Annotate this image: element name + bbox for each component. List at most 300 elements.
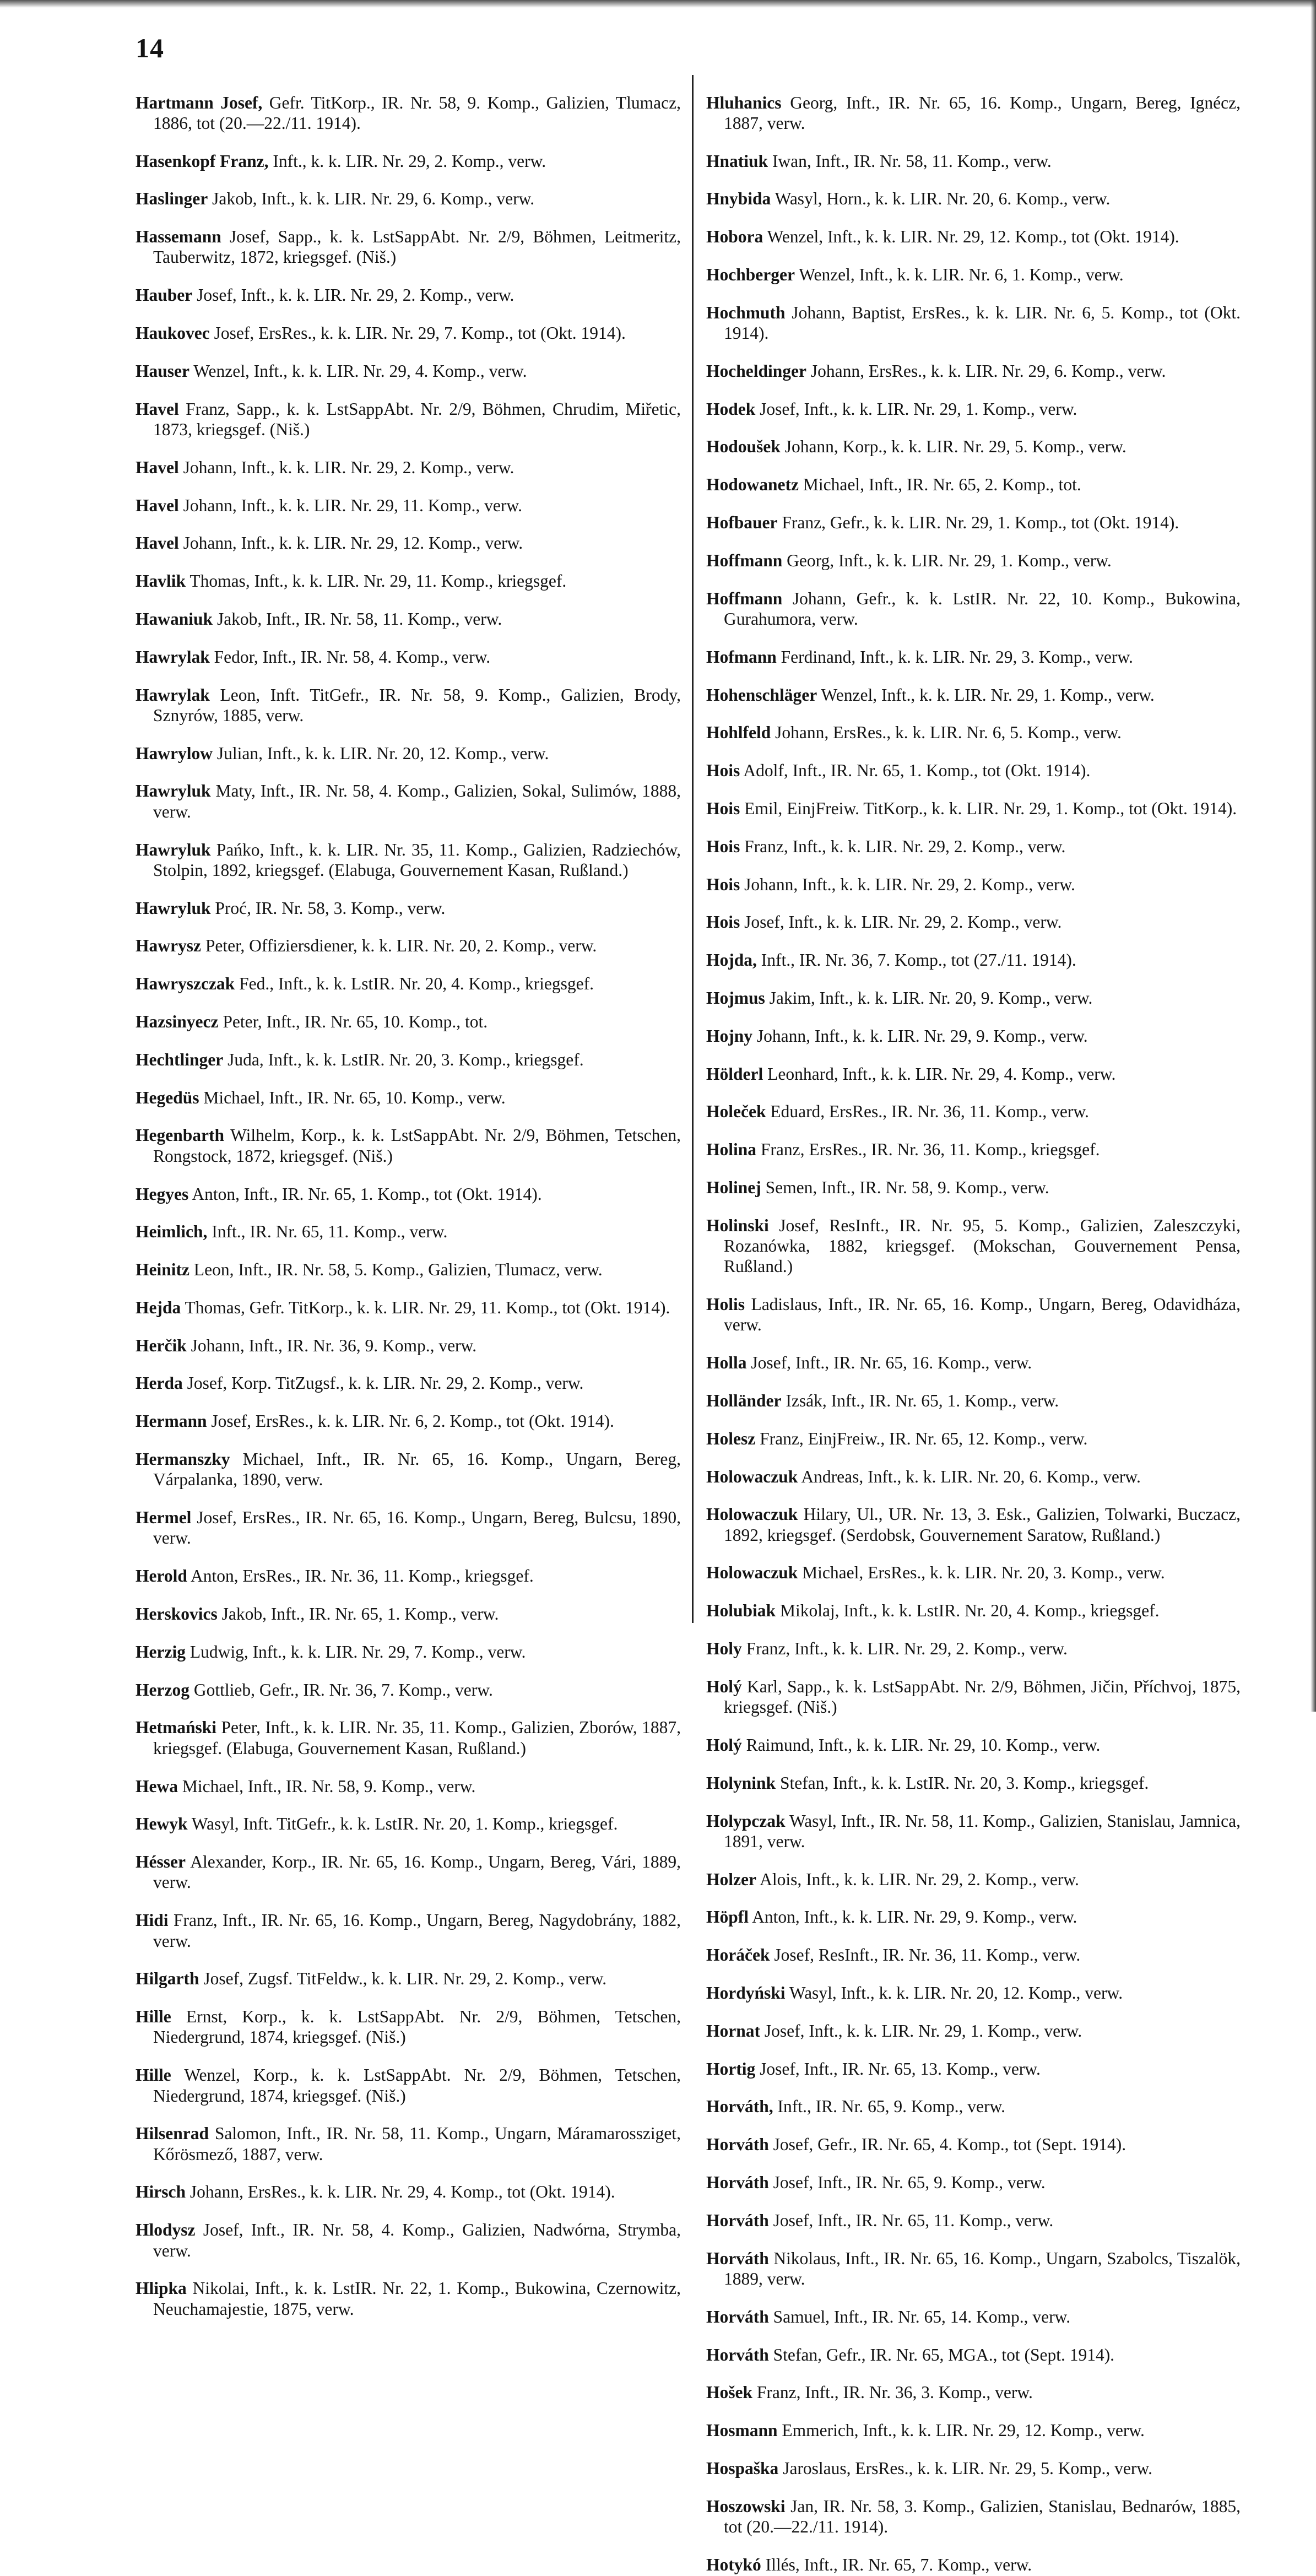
list-entry <box>136 188 681 209</box>
entry-details: Mikolaj, Inft., k. k. LstIR. Nr. 20, 4. Komp., kriegsgef. <box>776 1601 1160 1621</box>
list-entry <box>706 151 1241 171</box>
list-entry <box>706 1945 1241 1965</box>
entry-details: Josef, ResInft., IR. Nr. 95, 5. Komp., Galizien, Zaleszczyki, Rozanówka, 1882, kriegsgef. (Mokschan, Gouvernement Pensa, Rußland.) <box>724 1215 1241 1276</box>
entry-surname: Havel <box>136 533 179 553</box>
entry-surname: Horváth, <box>706 2097 773 2117</box>
list-entry <box>136 1259 681 1280</box>
list-entry <box>136 1449 681 1490</box>
entry-details: Franz, Inft., IR. Nr. 36, 3. Komp., verw. <box>752 2383 1033 2402</box>
entry-details: Josef, Inft., IR. Nr. 65, 9. Komp., verw. <box>768 2173 1046 2193</box>
entry-surname: Hlipka <box>136 2279 187 2298</box>
list-entry <box>136 1221 681 1242</box>
list-entry <box>136 1852 681 1893</box>
entry-surname: Hohenschläger <box>706 685 817 705</box>
entry-surname: Holowaczuk <box>706 1466 798 1486</box>
list-entry <box>706 1562 1241 1583</box>
entry-details: Nikolaus, Inft., IR. Nr. 65, 16. Komp., Ungarn, Szabolcs, Tiszalök, 1889, verw. <box>724 2248 1241 2288</box>
list-entry <box>706 1026 1241 1046</box>
entry-surname: Holina <box>706 1140 757 1160</box>
list-entry <box>136 285 681 305</box>
entry-surname: Hospaška <box>706 2458 779 2478</box>
entry-details: Raimund, Inft., k. k. LIR. Nr. 29, 10. Komp., verw. <box>741 1735 1101 1755</box>
entry-details: Wilhelm, Korp., k. k. LstSappAbt. Nr. 2/9, Böhmen, Tetschen, Rongstock, 1872, kriegsgef. (Niš.) <box>153 1125 681 1166</box>
entry-details: Anton, Inft., k. k. LIR. Nr. 29, 9. Komp., verw. <box>749 1907 1077 1927</box>
entry-details: Franz, EinjFreiw., IR. Nr. 65, 12. Komp., verw. <box>755 1428 1088 1448</box>
list-entry <box>706 1101 1241 1122</box>
list-entry <box>136 647 681 667</box>
list-entry <box>136 1011 681 1032</box>
entry-details: Jakim, Inft., k. k. LIR. Nr. 20, 9. Komp., verw. <box>765 988 1093 1008</box>
entry-surname: Holesz <box>706 1428 756 1448</box>
list-entry <box>706 950 1241 970</box>
list-entry <box>706 1869 1241 1890</box>
entry-details: Proć, IR. Nr. 58, 3. Komp., verw. <box>210 898 446 918</box>
entry-surname: Holis <box>706 1295 745 1314</box>
entry-surname: Horváth <box>706 2173 769 2193</box>
entry-details: Johann, ErsRes., k. k. LIR. Nr. 29, 4. Komp., tot (Okt. 1914). <box>186 2182 615 2202</box>
entry-details: Leon, Inft. TitGefr., IR. Nr. 58, 9. Komp., Galizien, Brody, Sznyrów, 1885, verw. <box>153 685 681 725</box>
entry-details: Wenzel, Inft., k. k. LIR. Nr. 29, 1. Komp., verw. <box>817 685 1155 705</box>
list-entry <box>136 1680 681 1700</box>
column-divider <box>692 75 694 1623</box>
list-entry <box>706 2458 1241 2478</box>
entry-surname: Hocheldinger <box>706 361 806 381</box>
entry-details: Wenzel, Inft., k. k. LIR. Nr. 6, 1. Komp., verw. <box>794 264 1124 284</box>
list-entry <box>706 685 1241 705</box>
list-entry <box>136 1335 681 1356</box>
entry-details: Josef, Inft., IR. Nr. 65, 13. Komp., verw. <box>755 2059 1041 2079</box>
entry-details: Josef, Inft., IR. Nr. 65, 16. Komp., verw. <box>746 1353 1032 1373</box>
list-entry <box>706 2307 1241 2327</box>
list-entry <box>706 226 1241 247</box>
list-entry <box>136 1373 681 1393</box>
entry-details: Fedor, Inft., IR. Nr. 58, 4. Komp., verw. <box>209 647 491 667</box>
entry-surname: Höpfl <box>706 1907 749 1927</box>
entry-surname: Hechtlinger <box>136 1049 224 1069</box>
list-entry <box>706 2420 1241 2440</box>
entry-surname: Hewa <box>136 1776 178 1796</box>
list-entry <box>136 2065 681 2106</box>
list-entry <box>136 1604 681 1624</box>
list-entry <box>706 1428 1241 1449</box>
entry-details: Michael, Inft., IR. Nr. 65, 2. Komp., tot. <box>799 475 1081 495</box>
entry-details: Wenzel, Korp., k. k. LstSappAbt. Nr. 2/9, Böhmen, Tetschen, Niedergrund, 1874, kriegsgef. (Niš.) <box>153 2065 681 2106</box>
entry-details: Pańko, Inft., k. k. LIR. Nr. 35, 11. Komp., Galizien, Radziechów, Stolpin, 1892, kriegsgef. (Elabuga, Gouvernement Kasan, Rußland.) <box>153 840 681 880</box>
entry-details: Ladislaus, Inft., IR. Nr. 65, 16. Komp., Ungarn, Bereg, Odavidháza, verw. <box>724 1295 1241 1335</box>
list-entry <box>706 1177 1241 1198</box>
list-entry <box>136 973 681 994</box>
entry-details: Josef, ResInft., IR. Nr. 36, 11. Komp., verw. <box>770 1945 1081 1965</box>
entry-surname: Hegedüs <box>136 1087 199 1107</box>
list-entry <box>706 1139 1241 1160</box>
list-entry <box>136 840 681 881</box>
entry-surname: Herčik <box>136 1335 187 1355</box>
entry-surname: Hordyński <box>706 1983 786 2003</box>
entry-surname: Hermann <box>136 1411 207 1431</box>
entry-surname: Holynink <box>706 1773 776 1793</box>
list-entry <box>136 323 681 343</box>
entry-details: Michael, ErsRes., k. k. LIR. Nr. 20, 3. Komp., verw. <box>798 1563 1165 1583</box>
scan-right-edge <box>1310 0 1316 1712</box>
entry-surname: Hodek <box>706 399 756 419</box>
entry-details: Alexander, Korp., IR. Nr. 65, 16. Komp., Ungarn, Bereg, Vári, 1889, verw. <box>153 1852 681 1892</box>
entry-surname: Hodoušek <box>706 437 781 457</box>
entry-details: Julian, Inft., k. k. LIR. Nr. 20, 12. Komp., verw. <box>212 743 549 763</box>
entry-details: Josef, Inft., IR. Nr. 58, 4. Komp., Galizien, Nadwórna, Strymba, verw. <box>153 2220 681 2260</box>
list-entry <box>706 1466 1241 1487</box>
list-entry <box>136 898 681 918</box>
entry-surname: Hofmann <box>706 647 777 667</box>
entry-surname: Hawryluk <box>136 898 211 918</box>
entry-details: Josef, Inft., k. k. LIR. Nr. 29, 2. Komp., verw. <box>192 285 515 305</box>
list-entry <box>706 512 1241 533</box>
entry-surname: Hölderl <box>706 1064 763 1084</box>
entry-details: Georg, Inft., IR. Nr. 65, 16. Komp., Ungarn, Bereg, Ignécz, 1887, verw. <box>724 93 1241 133</box>
list-entry <box>136 1642 681 1662</box>
entry-details: Inft., k. k. LIR. Nr. 29, 2. Komp., verw. <box>268 151 546 171</box>
entry-surname: Haslinger <box>136 189 208 209</box>
entry-surname: Haukovec <box>136 323 210 343</box>
entry-surname: Horváth <box>706 2345 769 2364</box>
entry-surname: Herzog <box>136 1680 189 1700</box>
list-entry <box>706 361 1241 381</box>
list-entry <box>706 1773 1241 1793</box>
scan-top-edge <box>0 0 1316 8</box>
entry-details: Josef, Inft., k. k. LIR. Nr. 29, 1. Komp., verw. <box>755 399 1077 419</box>
entry-details: Jaroslaus, ErsRes., k. k. LIR. Nr. 29, 5. Komp., verw. <box>778 2458 1152 2478</box>
entry-details: Wasyl, Inft. TitGefr., k. k. LstIR. Nr. 20, 1. Komp., kriegsgef. <box>187 1814 618 1834</box>
entry-surname: Hille <box>136 2065 171 2085</box>
entry-surname: Hois <box>706 761 740 781</box>
list-entry <box>136 457 681 478</box>
entry-surname: Hofbauer <box>706 513 778 533</box>
entry-details: Josef, Sapp., k. k. LstSappAbt. Nr. 2/9, Böhmen, Leitmeritz, Tauberwitz, 1872, kriegsgef. (Niš.) <box>153 227 681 267</box>
entry-surname: Holeček <box>706 1102 766 1122</box>
list-entry <box>136 93 681 134</box>
list-entry <box>136 2123 681 2164</box>
entry-surname: Horváth <box>706 2307 769 2326</box>
entry-details: Thomas, Gefr. TitKorp., k. k. LIR. Nr. 29, 11. Komp., tot (Okt. 1914). <box>181 1297 670 1317</box>
entry-surname: Holy <box>706 1639 742 1659</box>
entry-surname: Havel <box>136 457 179 477</box>
entry-details: Franz, Inft., k. k. LIR. Nr. 29, 2. Komp., verw. <box>740 836 1066 856</box>
entry-surname: Hewyk <box>136 1814 188 1834</box>
list-entry <box>136 1049 681 1070</box>
entry-surname: Hojmus <box>706 988 765 1008</box>
list-entry <box>706 93 1241 134</box>
entry-surname: Havel <box>136 399 179 419</box>
entry-surname: Hawrylak <box>136 685 210 705</box>
list-entry <box>136 495 681 516</box>
entry-details: Eduard, ErsRes., IR. Nr. 36, 11. Komp., verw. <box>766 1102 1089 1122</box>
entry-surname: Hartmann Josef, <box>136 93 263 112</box>
left-column <box>136 75 681 2320</box>
entry-surname: Hois <box>706 874 740 894</box>
entry-details: Semen, Inft., IR. Nr. 58, 9. Komp., verw. <box>761 1177 1049 1197</box>
list-entry <box>136 533 681 553</box>
entry-details: Leonhard, Inft., k. k. LIR. Nr. 29, 4. Komp., verw. <box>763 1064 1116 1084</box>
list-entry <box>136 1184 681 1204</box>
entry-details: Johann, Inft., k. k. LIR. Nr. 29, 11. Komp., verw. <box>178 495 522 515</box>
list-entry <box>706 1676 1241 1718</box>
entry-surname: Hasenkopf Franz, <box>136 151 269 171</box>
list-entry <box>136 1776 681 1796</box>
entry-details: Gottlieb, Gefr., IR. Nr. 36, 7. Komp., verw. <box>189 1680 493 1700</box>
list-entry <box>706 1811 1241 1852</box>
entry-surname: Herzig <box>136 1642 186 1662</box>
entry-surname: Hojda, <box>706 950 757 970</box>
entry-details: Johann, Inft., IR. Nr. 36, 9. Komp., verw. <box>186 1335 477 1355</box>
entry-details: Peter, Inft., IR. Nr. 65, 10. Komp., tot. <box>218 1012 488 1032</box>
list-entry <box>136 935 681 956</box>
entry-details: Illés, Inft., IR. Nr. 65, 7. Komp., verw. <box>761 2555 1032 2574</box>
entry-surname: Heinitz <box>136 1260 189 1280</box>
entry-details: Gefr. TitKorp., IR. Nr. 58, 9. Komp., Galizien, Tlumacz, 1886, tot (20.—22./11. 1914). <box>153 93 681 133</box>
entry-surname: Hegenbarth <box>136 1125 224 1145</box>
right-column <box>706 75 1241 2576</box>
entry-surname: Herold <box>136 1566 187 1586</box>
entry-surname: Holländer <box>706 1390 782 1410</box>
entry-surname: Hois <box>706 798 740 818</box>
entry-details: Jakob, Inft., IR. Nr. 58, 11. Komp., verw. <box>213 609 502 629</box>
list-entry <box>706 399 1241 419</box>
entry-details: Andreas, Inft., k. k. LIR. Nr. 20, 6. Komp., verw. <box>798 1466 1141 1486</box>
entry-details: Peter, Inft., k. k. LIR. Nr. 35, 11. Komp., Galizien, Zborów, 1887, kriegsgef. (Elabuga, Gouvernement Kasan, Rußland.) <box>153 1718 681 1758</box>
entry-details: Josef, Gefr., IR. Nr. 65, 4. Komp., tot (Sept. 1914). <box>768 2135 1127 2155</box>
list-entry <box>706 836 1241 857</box>
entry-details: Inft., IR. Nr. 65, 9. Komp., verw. <box>773 2097 1006 2117</box>
list-entry <box>706 2496 1241 2537</box>
list-entry <box>706 988 1241 1008</box>
entry-surname: Hetmański <box>136 1718 217 1738</box>
list-entry <box>706 2059 1241 2079</box>
entry-details: Josef, ErsRes., k. k. LIR. Nr. 29, 7. Komp., tot (Okt. 1914). <box>209 323 626 343</box>
entry-surname: Hojny <box>706 1026 753 1046</box>
entry-details: Josef, ErsRes., IR. Nr. 65, 16. Komp., Ungarn, Bereg, Bulcsu, 1890, verw. <box>153 1508 681 1548</box>
entry-details: Wenzel, Inft., k. k. LIR. Nr. 29, 4. Komp., verw. <box>189 361 527 381</box>
list-entry <box>706 1352 1241 1373</box>
entry-details: Emil, EinjFreiw. TitKorp., k. k. LIR. Nr. 29, 1. Komp., tot (Okt. 1914). <box>740 798 1237 818</box>
list-entry <box>136 2182 681 2202</box>
entry-details: Ludwig, Inft., k. k. LIR. Nr. 29, 7. Komp., verw. <box>185 1642 526 1662</box>
entry-surname: Hassemann <box>136 227 221 247</box>
entry-details: Josef, Inft., k. k. LIR. Nr. 29, 2. Komp., verw. <box>740 912 1062 932</box>
entry-details: Inft., IR. Nr. 65, 11. Komp., verw. <box>207 1222 448 1242</box>
entry-surname: Hauber <box>136 285 193 305</box>
list-entry <box>136 1968 681 1989</box>
list-entry <box>706 647 1241 667</box>
entry-surname: Hirsch <box>136 2182 186 2202</box>
entry-details: Samuel, Inft., IR. Nr. 65, 14. Komp., verw. <box>768 2307 1071 2326</box>
entry-surname: Havlik <box>136 571 186 591</box>
entry-details: Johann, Inft., k. k. LIR. Nr. 29, 9. Komp., verw. <box>752 1026 1088 1046</box>
entry-details: Johann, Gefr., k. k. LstIR. Nr. 22, 10. Komp., Bukowina, Gurahumora, verw. <box>724 588 1241 629</box>
list-entry <box>136 1411 681 1431</box>
entry-details: Johann, ErsRes., k. k. LIR. Nr. 6, 5. Komp., verw. <box>771 723 1122 743</box>
entry-details: Karl, Sapp., k. k. LstSappAbt. Nr. 2/9, Böhmen, Jičin, Příchvoj, 1875, kriegsgef. (Niš.) <box>724 1676 1241 1717</box>
entry-surname: Hobora <box>706 227 763 247</box>
entry-surname: Hornat <box>706 2021 760 2041</box>
entry-details: Josef, ErsRes., k. k. LIR. Nr. 6, 2. Komp., tot (Okt. 1914). <box>207 1411 614 1431</box>
entry-surname: Horváth <box>706 2210 769 2230</box>
list-entry <box>136 1814 681 1834</box>
entry-details: Josef, Korp. TitZugsf., k. k. LIR. Nr. 29, 2. Komp., verw. <box>182 1373 584 1393</box>
entry-details: Anton, Inft., IR. Nr. 65, 1. Komp., tot (Okt. 1914). <box>188 1184 542 1204</box>
entry-surname: Hawrylow <box>136 743 213 763</box>
entry-details: Wasyl, Horn., k. k. LIR. Nr. 20, 6. Komp., verw. <box>771 189 1111 209</box>
entry-surname: Hidi <box>136 1911 169 1930</box>
list-entry <box>136 361 681 381</box>
entry-surname: Hošek <box>706 2383 753 2402</box>
entry-surname: Hille <box>136 2007 171 2027</box>
entry-surname: Holowaczuk <box>706 1563 798 1583</box>
entry-details: Franz, Gefr., k. k. LIR. Nr. 29, 1. Komp., tot (Okt. 1914). <box>777 513 1179 533</box>
entry-details: Franz, Inft., k. k. LIR. Nr. 29, 2. Komp., verw. <box>741 1639 1068 1659</box>
entry-details: Salomon, Inft., IR. Nr. 58, 11. Komp., Ungarn, Máramarossziget, Kőrösmező, 1887, verw. <box>153 2124 681 2164</box>
entry-details: Johann, ErsRes., k. k. LIR. Nr. 29, 6. Komp., verw. <box>806 361 1166 381</box>
list-entry <box>706 2382 1241 2402</box>
entry-surname: Hois <box>706 836 740 856</box>
list-entry <box>706 760 1241 781</box>
entry-details: Ferdinand, Inft., k. k. LIR. Nr. 29, 3. Komp., verw. <box>776 647 1133 667</box>
list-entry <box>136 685 681 726</box>
entry-surname: Hnybida <box>706 189 771 209</box>
entry-surname: Hosmann <box>706 2421 778 2440</box>
entry-details: Alois, Inft., k. k. LIR. Nr. 29, 2. Komp., verw. <box>756 1869 1079 1889</box>
list-entry <box>706 1600 1241 1621</box>
entry-details: Izsák, Inft., IR. Nr. 65, 1. Komp., verw. <box>781 1390 1059 1410</box>
entry-details: Johann, Inft., k. k. LIR. Nr. 29, 2. Komp., verw. <box>740 874 1075 894</box>
list-entry <box>706 2172 1241 2193</box>
entry-surname: Hilsenrad <box>136 2124 209 2144</box>
list-entry <box>706 474 1241 495</box>
entry-details: Stefan, Inft., k. k. LstIR. Nr. 20, 3. Komp., kriegsgef. <box>776 1773 1149 1793</box>
entry-surname: Hotykó <box>706 2555 761 2574</box>
entry-details: Josef, Inft., k. k. LIR. Nr. 29, 1. Komp., verw. <box>760 2021 1082 2041</box>
list-entry <box>136 226 681 268</box>
entry-details: Franz, Inft., IR. Nr. 65, 16. Komp., Ungarn, Bereg, Nagydobrány, 1882, verw. <box>153 1911 681 1951</box>
entry-surname: Holý <box>706 1676 742 1696</box>
entry-details: Johann, Korp., k. k. LIR. Nr. 29, 5. Komp., verw. <box>780 437 1127 457</box>
entry-details: Wenzel, Inft., k. k. LIR. Nr. 29, 12. Komp., tot (Okt. 1914). <box>763 227 1179 247</box>
list-entry <box>136 1717 681 1758</box>
entry-details: Michael, Inft., IR. Nr. 58, 9. Komp., verw. <box>177 1776 476 1796</box>
list-entry <box>706 264 1241 285</box>
entry-surname: Hlodysz <box>136 2220 196 2240</box>
list-entry <box>706 2210 1241 2231</box>
entry-details: Michael, Inft., IR. Nr. 65, 10. Komp., verw. <box>199 1087 506 1107</box>
list-entry <box>706 798 1241 819</box>
list-entry <box>706 722 1241 743</box>
entry-surname: Hawryszczak <box>136 974 235 994</box>
entry-surname: Hawrysz <box>136 936 201 956</box>
entry-surname: Hawaniuk <box>136 609 213 629</box>
list-entry <box>136 2220 681 2261</box>
entry-surname: Holubiak <box>706 1601 776 1621</box>
entry-details: Wasyl, Inft., IR. Nr. 58, 11. Komp., Galizien, Stanislau, Jamnica, 1891, verw. <box>724 1811 1241 1851</box>
list-entry <box>706 188 1241 209</box>
entry-details: Wasyl, Inft., k. k. LIR. Nr. 20, 12. Komp., verw. <box>785 1983 1123 2003</box>
list-entry <box>136 1507 681 1549</box>
list-entry <box>706 1504 1241 1545</box>
entry-surname: Hoffmann <box>706 588 783 608</box>
page-number: 14 <box>136 33 164 63</box>
entry-surname: Hermel <box>136 1508 192 1528</box>
entry-surname: Hortig <box>706 2059 756 2079</box>
list-entry <box>136 1566 681 1586</box>
list-entry <box>706 874 1241 895</box>
entry-surname: Holinej <box>706 1177 761 1197</box>
list-entry <box>136 2278 681 2319</box>
entry-details: Franz, Sapp., k. k. LstSappAbt. Nr. 2/9, Böhmen, Chrudim, Miřetic, 1873, kriegsgef. (Niš.) <box>153 399 681 439</box>
entry-details: Jan, IR. Nr. 58, 3. Komp., Galizien, Stanislau, Bednarów, 1885, tot (20.—22./11. 1914). <box>724 2496 1241 2536</box>
entry-surname: Holzer <box>706 1869 756 1889</box>
entry-details: Anton, ErsRes., IR. Nr. 36, 11. Komp., kriegsgef. <box>187 1566 534 1586</box>
entry-surname: Hésser <box>136 1852 186 1872</box>
list-entry <box>706 2345 1241 2365</box>
entry-surname: Hluhanics <box>706 93 782 112</box>
entry-details: Ernst, Korp., k. k. LstSappAbt. Nr. 2/9, Böhmen, Tetschen, Niedergrund, 1874, kriegsgef. (Niš.) <box>153 2007 681 2047</box>
entry-details: Josef, Zugsf. TitFeldw., k. k. LIR. Nr. 29, 2. Komp., verw. <box>199 1969 607 1989</box>
list-entry <box>706 436 1241 457</box>
list-entry <box>136 743 681 764</box>
list-entry <box>706 2248 1241 2290</box>
entry-details: Stefan, Gefr., IR. Nr. 65, MGA., tot (Sept. 1914). <box>768 2345 1115 2364</box>
entry-details: Adolf, Inft., IR. Nr. 65, 1. Komp., tot (Okt. 1914). <box>740 761 1091 781</box>
entry-surname: Holla <box>706 1353 747 1373</box>
list-entry <box>706 1638 1241 1659</box>
entry-details: Thomas, Inft., k. k. LIR. Nr. 29, 11. Komp., kriegsgef. <box>186 571 567 591</box>
entry-details: Michael, Inft., IR. Nr. 65, 16. Komp., Ungarn, Bereg, Várpalanka, 1890, verw. <box>153 1449 681 1490</box>
entry-surname: Hodowanetz <box>706 475 799 495</box>
entry-surname: Hawryluk <box>136 781 211 801</box>
entry-details: Josef, Inft., IR. Nr. 65, 11. Komp., verw. <box>768 2210 1054 2230</box>
entry-surname: Holypczak <box>706 1811 786 1831</box>
entry-surname: Hoffmann <box>706 550 783 570</box>
entry-surname: Hohlfeld <box>706 723 771 743</box>
list-entry <box>706 1064 1241 1084</box>
entry-surname: Holinski <box>706 1215 769 1235</box>
list-entry <box>706 1390 1241 1411</box>
entry-details: Leon, Inft., IR. Nr. 58, 5. Komp., Galizien, Tlumacz, verw. <box>189 1260 603 1280</box>
entry-details: Jakob, Inft., IR. Nr. 65, 1. Komp., verw. <box>217 1604 499 1624</box>
list-entry <box>706 2021 1241 2041</box>
entry-details: Iwan, Inft., IR. Nr. 58, 11. Komp., verw. <box>768 151 1052 171</box>
list-entry <box>706 302 1241 344</box>
entry-surname: Hegyes <box>136 1184 189 1204</box>
list-entry <box>136 151 681 171</box>
list-entry <box>136 1087 681 1108</box>
entry-details: Jakob, Inft., k. k. LIR. Nr. 29, 6. Komp., verw. <box>208 189 535 209</box>
entry-surname: Hawrylak <box>136 647 210 667</box>
entry-details: Inft., IR. Nr. 36, 7. Komp., tot (27./11. 1914). <box>756 950 1076 970</box>
entry-surname: Heimlich, <box>136 1222 208 1242</box>
entry-surname: Herskovics <box>136 1604 218 1624</box>
entry-surname: Hauser <box>136 361 189 381</box>
list-entry <box>136 781 681 822</box>
entry-details: Maty, Inft., IR. Nr. 58, 4. Komp., Galizien, Sokal, Sulimów, 1888, verw. <box>153 781 681 821</box>
entry-surname: Holowaczuk <box>706 1505 798 1524</box>
list-entry <box>706 1983 1241 2003</box>
entry-surname: Hilgarth <box>136 1969 199 1989</box>
list-entry <box>136 1297 681 1318</box>
entry-surname: Horváth <box>706 2248 769 2268</box>
list-entry <box>706 1294 1241 1335</box>
entry-surname: Herda <box>136 1373 183 1393</box>
entry-details: Johann, Baptist, ErsRes., k. k. LIR. Nr. 6, 5. Komp., tot (Okt. 1914). <box>724 302 1241 343</box>
list-entry <box>136 609 681 629</box>
list-entry <box>136 1910 681 1951</box>
